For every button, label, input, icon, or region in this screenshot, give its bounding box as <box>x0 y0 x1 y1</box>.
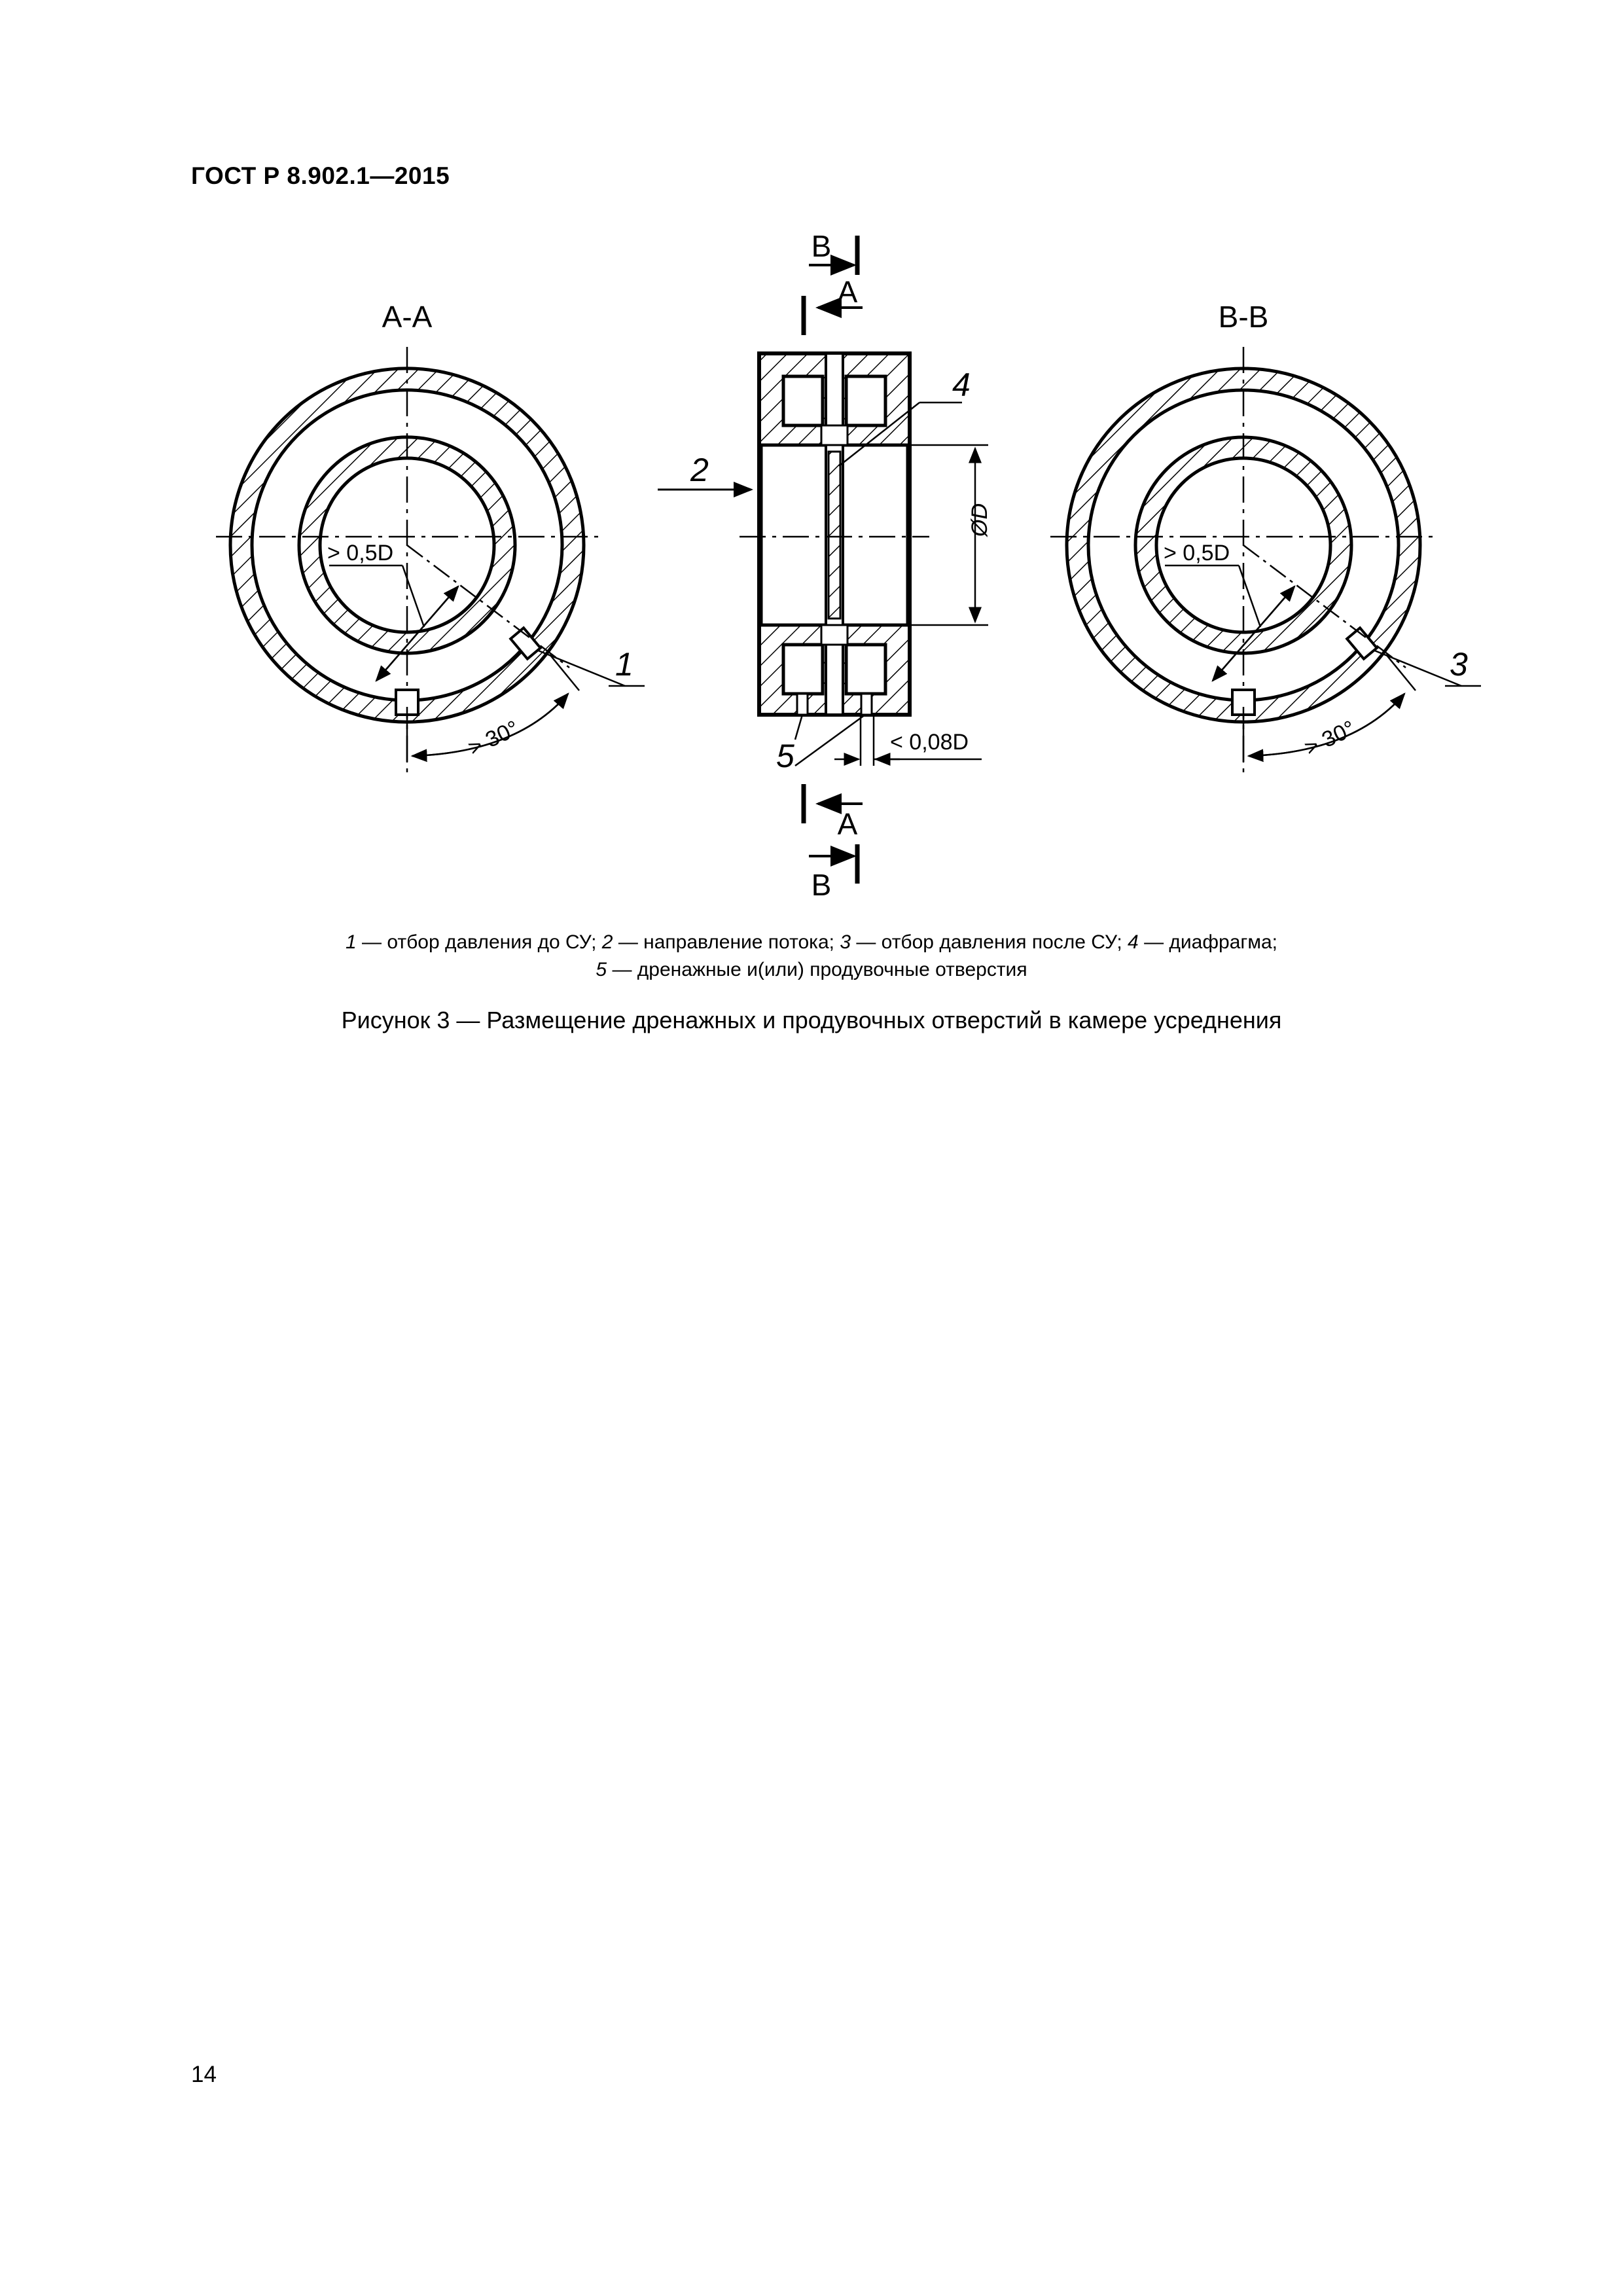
section-mark-b-bottom: В <box>811 868 832 902</box>
label-3: 3 <box>1450 646 1468 683</box>
legend-num-5: 5 <box>596 959 607 980</box>
document-code-header: ГОСТ Р 8.902.1—2015 <box>191 162 450 189</box>
legend-num-2: 2 <box>601 931 613 953</box>
legend-text-3: — отбор давления после СУ; <box>851 931 1128 953</box>
dim-half-d-right: > 0,5D <box>1164 541 1230 565</box>
label-4: 4 <box>952 367 971 403</box>
section-mark-b-top: В <box>811 229 832 263</box>
figure-3-drawing <box>0 0 1623 916</box>
legend-text-4: — диафрагма; <box>1138 931 1277 953</box>
legend-text-5: — дренажные и(или) продувочные отверстия <box>607 959 1027 980</box>
dim-gap: < 0,08D <box>890 730 969 755</box>
figure-caption: Рисунок 3 — Размещение дренажных и продувочных отверстий в камере усреднения <box>341 1007 1282 1033</box>
legend-text-2: — направление потока; <box>613 931 840 953</box>
legend-num-3: 3 <box>840 931 851 953</box>
label-1: 1 <box>615 646 633 683</box>
section-mark-a-top: А <box>837 275 858 309</box>
legend-num-1: 1 <box>345 931 357 953</box>
section-view-b-b <box>1050 300 1481 772</box>
legend-text-1: — отбор давления до СУ; <box>356 931 602 953</box>
view-title-b-b: В-В <box>1218 300 1269 334</box>
view-title-a-a: А-А <box>382 300 433 334</box>
angle-left: > 30° <box>464 715 523 761</box>
legend-num-4: 4 <box>1128 931 1139 953</box>
longitudinal-section <box>658 229 992 902</box>
label-5: 5 <box>776 738 794 774</box>
figure-legend-line-2 <box>0 956 1623 984</box>
section-mark-a-bottom: А <box>837 807 858 841</box>
figure-legend-line-1 <box>0 928 1623 957</box>
label-2: 2 <box>690 452 709 488</box>
page-number: 14 <box>191 2062 217 2087</box>
dim-half-d-left: > 0,5D <box>327 541 394 565</box>
angle-right: > 30° <box>1300 715 1359 761</box>
dim-diameter: ØD <box>967 503 992 537</box>
section-view-a-a <box>216 300 645 772</box>
